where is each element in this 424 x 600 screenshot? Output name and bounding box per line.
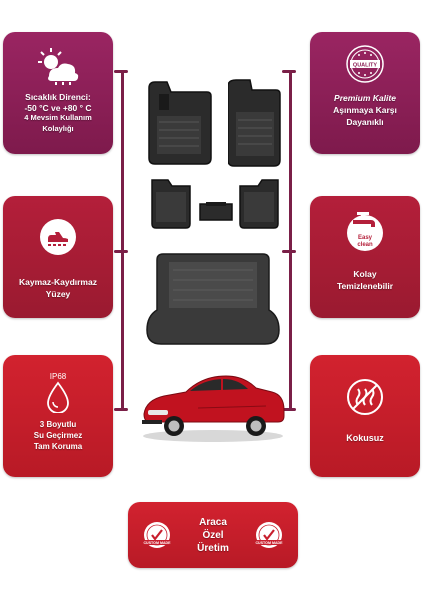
weather-icon bbox=[35, 46, 81, 86]
custom-made-seal-icon bbox=[142, 520, 172, 550]
custom-made-seal-icon bbox=[254, 520, 284, 550]
connector-tick bbox=[282, 70, 296, 73]
custom-line3: Üretim bbox=[197, 542, 229, 554]
temperature-line3: 4 Mevsim Kullanım bbox=[24, 113, 92, 122]
easy-clean-text-1: Easy bbox=[357, 235, 373, 241]
left-connector-line bbox=[121, 70, 124, 410]
premium-line3: Dayanıklı bbox=[346, 117, 384, 127]
waterproof-line2: Su Geçirmez bbox=[33, 431, 83, 440]
front-right-floor-mat bbox=[228, 76, 284, 168]
connector-tick bbox=[282, 250, 296, 253]
rear-left-floor-mat bbox=[148, 176, 194, 230]
anti-slip-icon bbox=[39, 218, 77, 256]
ip68-text: IP68 bbox=[49, 372, 67, 381]
custom-seal-text-right: CUSTOM MADE bbox=[255, 541, 283, 545]
waterproof-line1: 3 Boyutlu bbox=[39, 420, 77, 429]
odorless-icon bbox=[345, 377, 385, 417]
trunk-liner bbox=[143, 250, 283, 350]
feature-card-premium bbox=[310, 32, 420, 154]
faucet-icon bbox=[346, 210, 384, 252]
rear-right-floor-mat bbox=[236, 176, 282, 230]
feature-card-antislip bbox=[3, 196, 113, 318]
temperature-title: Sıcaklık Direnci: bbox=[25, 92, 91, 102]
feature-card-waterproof bbox=[3, 355, 113, 477]
front-left-floor-mat bbox=[147, 76, 213, 168]
temperature-range: -50 °C ve +80 ° C bbox=[24, 102, 92, 113]
easy-clean-text-2: clean bbox=[357, 242, 373, 248]
custom-line1: Araca bbox=[199, 516, 227, 528]
clean-line2: Temizlenebilir bbox=[336, 281, 394, 291]
feature-card-custom bbox=[128, 502, 298, 568]
quality-badge-text: QUALITY bbox=[352, 62, 378, 69]
feature-card-odorless bbox=[310, 355, 420, 477]
connector-tick bbox=[114, 70, 128, 73]
premium-line1: Premium Kalite bbox=[334, 93, 396, 103]
custom-seal-text-left: CUSTOM MADE bbox=[143, 541, 171, 545]
antislip-line2: Yüzey bbox=[45, 289, 71, 299]
temperature-line4: Kolaylığı bbox=[42, 123, 74, 133]
feature-card-temperature bbox=[3, 32, 113, 154]
custom-line2: Özel bbox=[202, 529, 224, 541]
waterproof-line3: Tam Koruma bbox=[33, 442, 83, 451]
right-connector-line bbox=[289, 70, 292, 410]
water-drop-icon bbox=[38, 369, 78, 413]
connector-tick bbox=[114, 250, 128, 253]
quality-badge-icon bbox=[345, 44, 385, 84]
premium-line2: Aşınmaya Karşı bbox=[333, 105, 397, 115]
feature-card-clean bbox=[310, 196, 420, 318]
clean-line1: Kolay bbox=[353, 269, 377, 279]
antislip-line1: Kaymaz-Kaydırmaz bbox=[19, 277, 97, 287]
connector-tick bbox=[114, 408, 128, 411]
odorless-line1: Kokusuz bbox=[346, 433, 384, 443]
rear-center-floor-mat bbox=[198, 200, 234, 224]
car-image bbox=[138, 364, 288, 444]
